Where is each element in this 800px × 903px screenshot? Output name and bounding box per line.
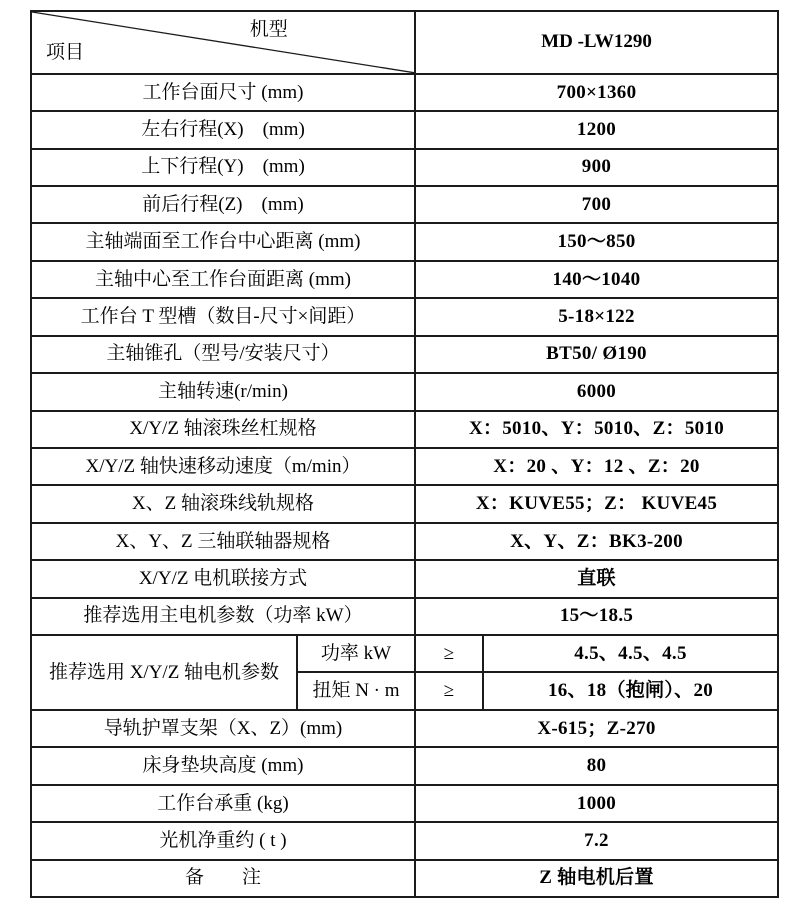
table-row — [31, 186, 778, 223]
table-row — [31, 747, 778, 784]
row-value: 140～1040 — [415, 261, 778, 298]
row-label: X/Y/Z 轴快速移动速度（m/min） — [31, 448, 415, 485]
motor-params-row-power — [31, 635, 778, 672]
row-value: X：5010、Y：5010、Z：5010 — [415, 411, 778, 448]
table-header-row — [31, 11, 778, 74]
table-row — [31, 523, 778, 560]
row-value: 直联 — [415, 560, 778, 597]
row-label: 工作台承重 (kg) — [31, 785, 415, 822]
row-label: 前后行程(Z) (mm) — [31, 186, 415, 223]
row-value: X：KUVE55；Z： KUVE45 — [415, 485, 778, 522]
row-value: 1200 — [415, 111, 778, 148]
row-value: BT50/ Ø190 — [415, 336, 778, 373]
table-row — [31, 298, 778, 335]
row-label: 主轴锥孔（型号/安装尺寸） — [31, 336, 415, 373]
motor-params-group-label: 推荐选用 X/Y/Z 轴电机参数 — [31, 635, 297, 710]
table-row — [31, 485, 778, 522]
row-value: Z 轴电机后置 — [415, 860, 778, 897]
geq-operator: ≥ — [415, 672, 483, 709]
sub-param-label: 功率 kW — [297, 635, 415, 672]
table-row — [31, 149, 778, 186]
diagonal-divider-line — [32, 12, 414, 73]
row-value: X：20 、Y：12 、Z：20 — [415, 448, 778, 485]
row-value: X、Y、Z：BK3-200 — [415, 523, 778, 560]
row-label: X/Y/Z 电机联接方式 — [31, 560, 415, 597]
row-value: 7.2 — [415, 822, 778, 859]
row-label: 备 注 — [31, 860, 415, 897]
row-label: 光机净重约 ( t ) — [31, 822, 415, 859]
row-label: 左右行程(X) (mm) — [31, 111, 415, 148]
machine-spec-table — [30, 10, 779, 898]
remark-row — [31, 860, 778, 897]
row-value: 5-18×122 — [415, 298, 778, 335]
row-value: 80 — [415, 747, 778, 784]
row-label: 主轴端面至工作台中心距离 (mm) — [31, 223, 415, 260]
row-label: X、Z 轴滚珠线轨规格 — [31, 485, 415, 522]
row-value: X-615；Z-270 — [415, 710, 778, 747]
table-row — [31, 261, 778, 298]
row-value: 700 — [415, 186, 778, 223]
row-value: 4.5、4.5、4.5 — [483, 635, 778, 672]
table-row — [31, 785, 778, 822]
table-row — [31, 560, 778, 597]
table-row — [31, 336, 778, 373]
row-label: 工作台 T 型槽（数目-尺寸×间距） — [31, 298, 415, 335]
model-number: MD -LW1290 — [415, 11, 778, 74]
row-label: 工作台面尺寸 (mm) — [31, 74, 415, 111]
row-value: 700×1360 — [415, 74, 778, 111]
row-label: X、Y、Z 三轴联轴器规格 — [31, 523, 415, 560]
sub-param-label: 扭矩 N · m — [297, 672, 415, 709]
row-label: 导轨护罩支架（X、Z）(mm) — [31, 710, 415, 747]
table-row — [31, 223, 778, 260]
row-label: 主轴转速(r/min) — [31, 373, 415, 410]
corner-label-item: 项目 — [46, 41, 85, 63]
diagonal-header-cell — [31, 11, 415, 74]
table-row — [31, 111, 778, 148]
row-value: 150～850 — [415, 223, 778, 260]
geq-operator: ≥ — [415, 635, 483, 672]
table-row — [31, 411, 778, 448]
row-value: 15～18.5 — [415, 598, 778, 635]
table-row — [31, 822, 778, 859]
row-label: 主轴中心至工作台面距离 (mm) — [31, 261, 415, 298]
table-row — [31, 373, 778, 410]
row-value: 6000 — [415, 373, 778, 410]
table-row — [31, 710, 778, 747]
row-value: 1000 — [415, 785, 778, 822]
table-row — [31, 598, 778, 635]
table-row — [31, 448, 778, 485]
row-label: X/Y/Z 轴滚珠丝杠规格 — [31, 411, 415, 448]
corner-label-model: 机型 — [249, 19, 288, 40]
row-value: 16、18（抱闸）、20 — [483, 672, 778, 709]
row-value: 900 — [415, 149, 778, 186]
row-label: 床身垫块高度 (mm) — [31, 747, 415, 784]
row-label: 上下行程(Y) (mm) — [31, 149, 415, 186]
table-row — [31, 74, 778, 111]
row-label: 推荐选用主电机参数（功率 kW） — [31, 598, 415, 635]
